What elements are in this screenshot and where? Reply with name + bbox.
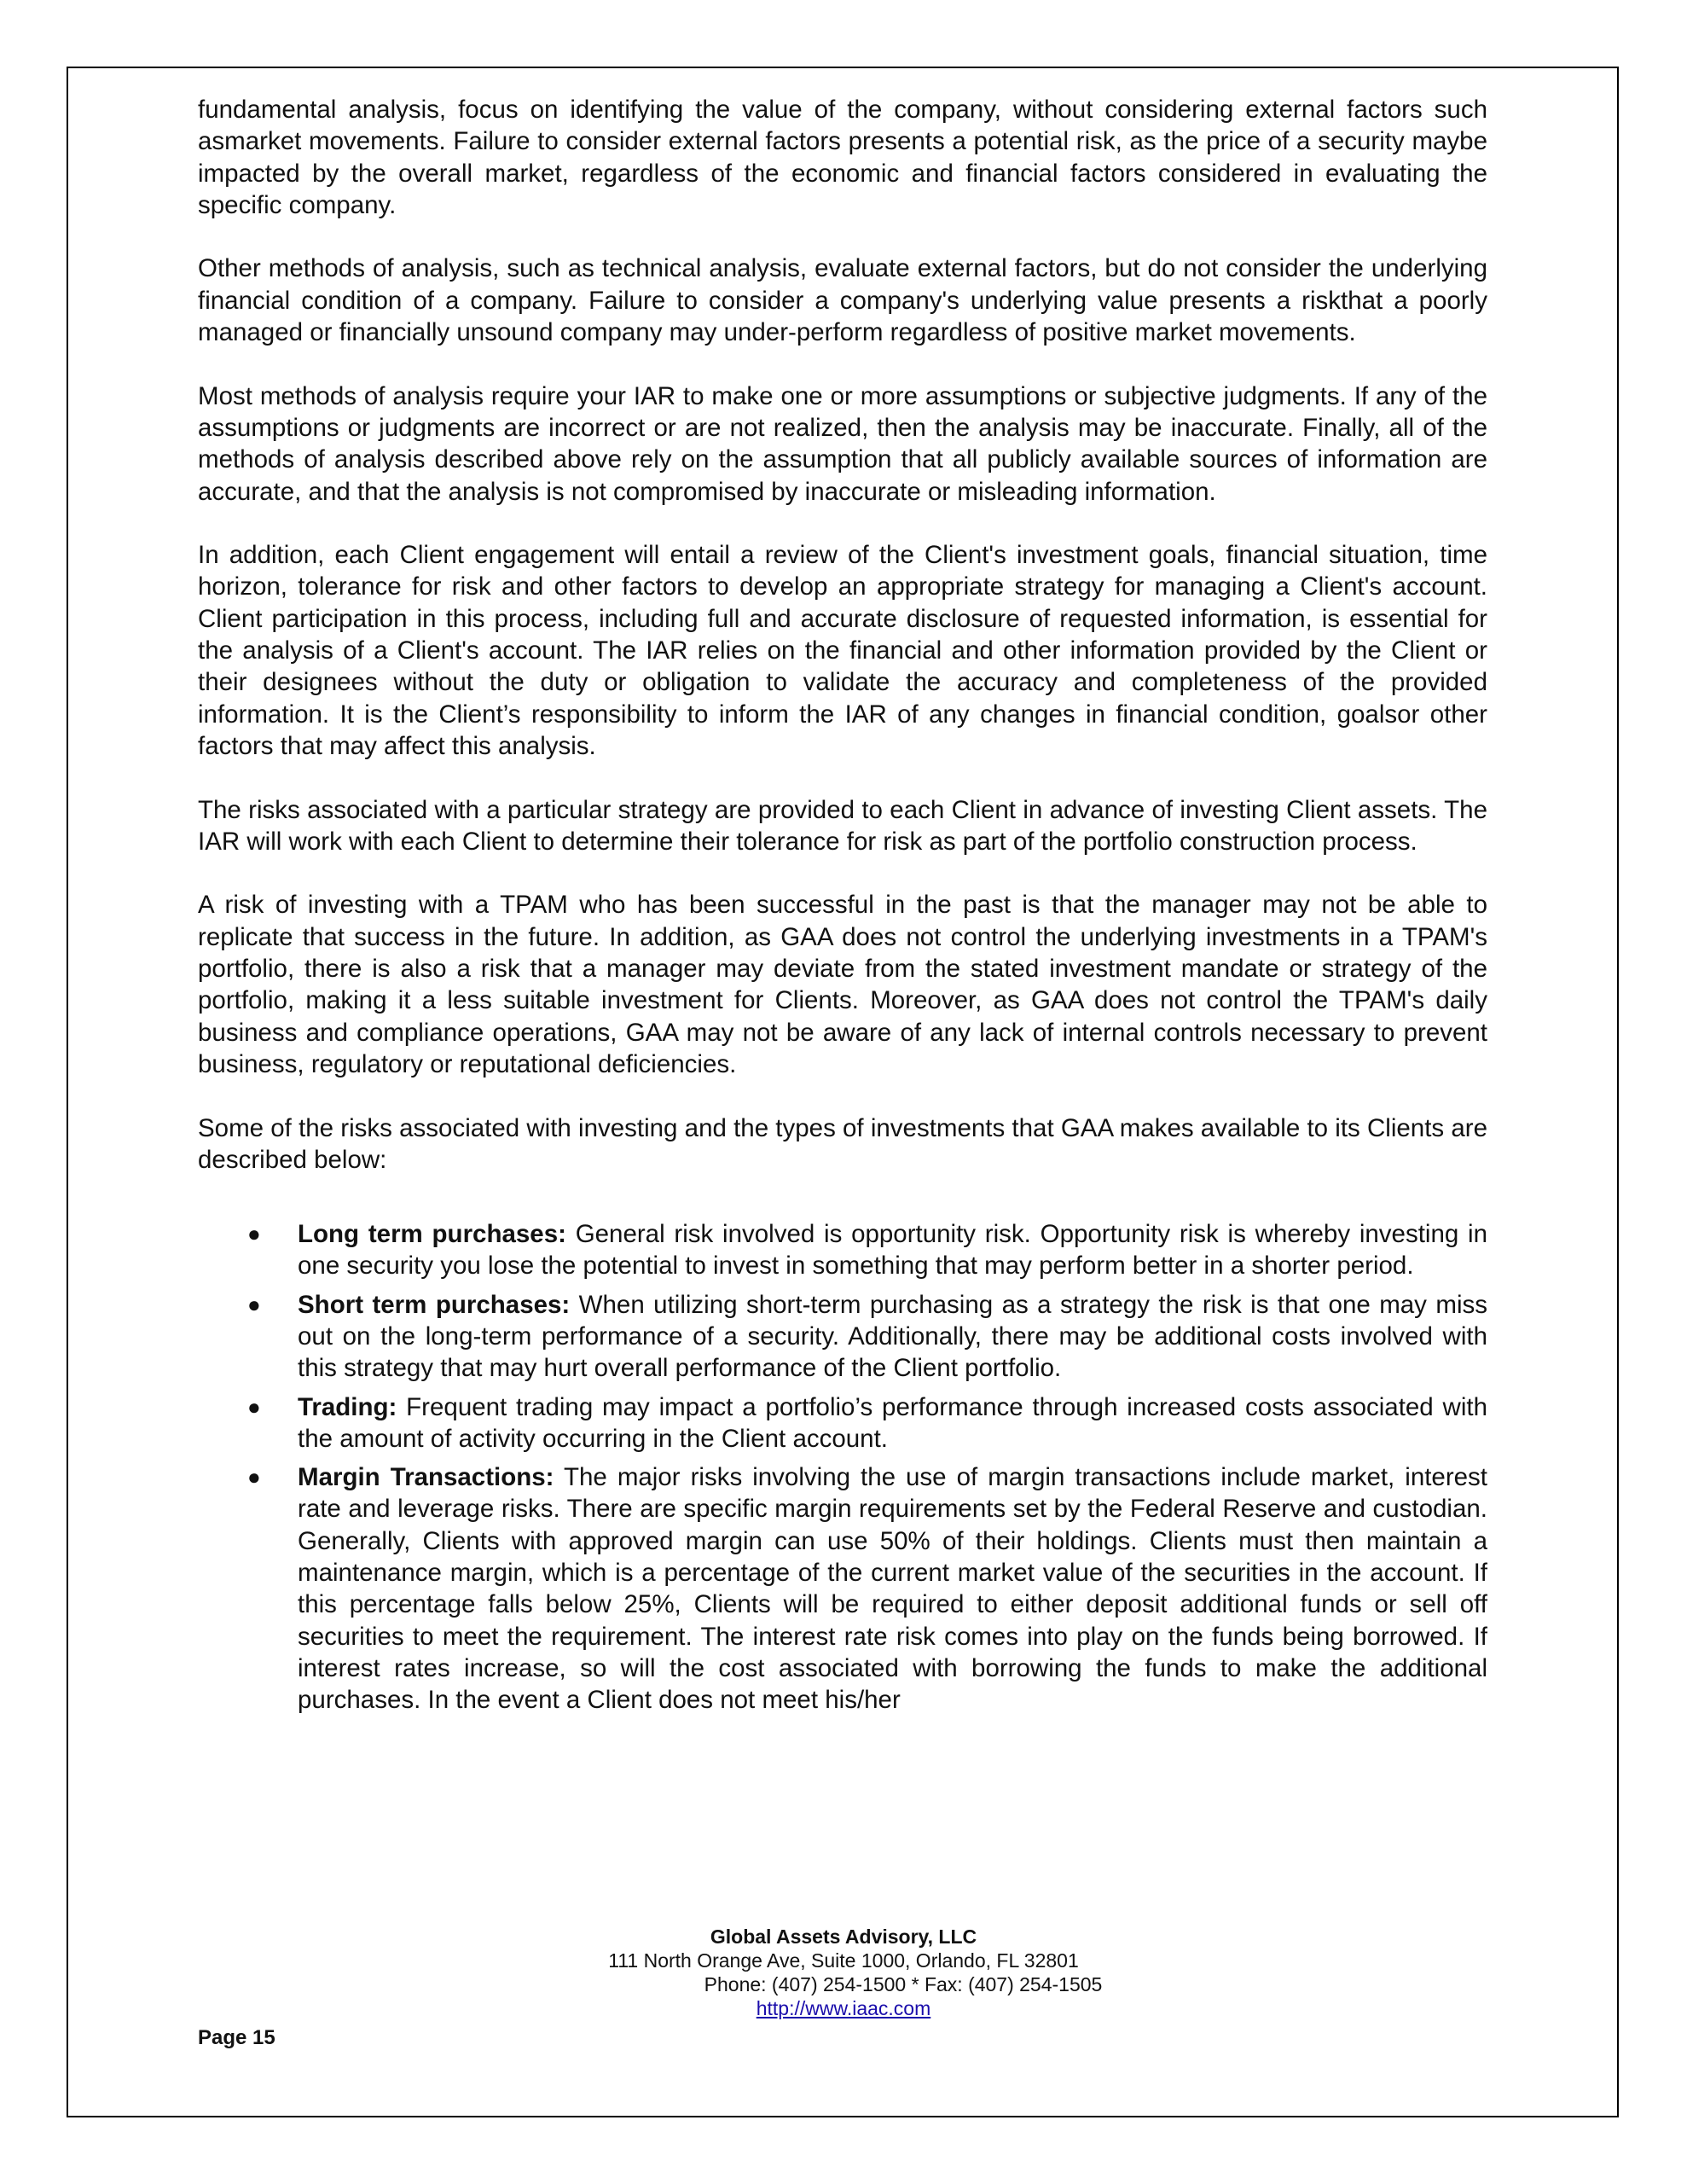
footer-phone: Phone: (407) 254-1500 * Fax: (407) 254-1505 [704, 1973, 1103, 1995]
list-item-title: Margin Transactions: [298, 1463, 554, 1492]
list-item [198, 1391, 1487, 1455]
footer-address: 111 North Orange Ave, Suite 1000, Orlando, FL 32801 [608, 1949, 1079, 1972]
list-item [198, 1289, 1487, 1385]
bullet-icon: ● [247, 1291, 261, 1317]
bullet-icon: ● [247, 1393, 261, 1420]
document-body [198, 94, 1487, 1723]
list-item-text: Frequent trading may impact a portfolio’s performance through increased costs associated with the amount of activity occurring in the Client account. [298, 1392, 1487, 1453]
paragraph: fundamental analysis, focus on identifying the value of the company, without considering external factors such asmarket movements. Failure to consider external factors presents a potential risk, as the price of a security maybe impacted by the overall market, regardless of the economic and financial factors considered in evaluating the specific company. [198, 96, 1487, 219]
list-item-title: Trading: [298, 1392, 397, 1421]
paragraph: The risks associated with a particular strategy are provided to each Client in advance of investing Client assets. The IAR will work with each Client to determine their tolerance for risk as part of the portfolio construction process. [198, 795, 1487, 856]
list-item [198, 1461, 1487, 1716]
risk-list [198, 1218, 1487, 1716]
bullet-icon: ● [247, 1221, 261, 1247]
paragraph: Most methods of analysis require your IAR to make one or more assumptions or subjective judgments. If any of the assumptions or judgments are incorrect or are not realized, then the analysis may be inaccurate. Finally, all of the methods of analysis described above rely on the assumption that all publicly available sources of information are accurate, and that the analysis is not compromised by inaccurate or misleading information. [198, 381, 1487, 506]
paragraph: Other methods of analysis, such as technical analysis, evaluate external factors, but do not consider the underlying financial condition of a company. Failure to consider a company's underlying value presents a riskthat a poorly managed or financially unsound company may under-perform regardless of positive market movements. [198, 254, 1487, 347]
list-item [198, 1218, 1487, 1282]
list-item-title: Short term purchases: [298, 1290, 571, 1319]
paragraph: Some of the risks associated with investing and the types of investments that GAA makes available to its Clients are described below: [198, 1113, 1487, 1174]
footer-website-link[interactable]: http://www.iaac.com [756, 1997, 931, 2019]
list-item-text: The major risks involving the use of margin transactions include market, interest rate and leverage risks. There are specific margin requirements set by the Federal Reserve and custodian. Generally, Clients with approved margin can use 50% of their holdings. Clients must then maintain a maintenance margin, which is a percentage of the current market value of the securities in the account. If this percentage falls below 25%, Clients will be required to either deposit additional funds or sell off securities to meet the requirement. The interest rate risk comes into play on the funds being borrowed. If interest rates increase, so will the cost associated with borrowing the funds to make the additional purchases. In the event a Client does not meet his/her [298, 1463, 1487, 1715]
list-item-text: When utilizing short-term purchasing as a strategy the risk is that one may miss out on the long-term performance of a security. Additionally, there may be additional costs involved with this strategy that may hurt overall performance of the Client portfolio. [298, 1290, 1487, 1383]
footer [0, 1925, 1687, 2020]
page-number: Page 15 [198, 2026, 275, 2049]
paragraph: A risk of investing with a TPAM who has been successful in the past is that the manager may not be able to replicate that success in the future. In addition, as GAA does not control the underlying investments in a TPAM's portfolio, there is also a risk that a manager may deviate from the stated investment mandate or strategy of the portfolio, making it a less suitable investment for Clients. Moreover, as GAA does not control the TPAM's daily business and compliance operations, GAA may not be aware of any lack of internal controls necessary to prevent business, regulatory or reputational deficiencies. [198, 891, 1487, 1078]
footer-company: Global Assets Advisory, LLC [710, 1926, 977, 1948]
list-item-title: Long term purchases: [298, 1220, 566, 1249]
bullet-icon: ● [247, 1464, 261, 1490]
paragraph: In addition, each Client engagement will entail a review of the Client's investment goals, financial situation, time horizon, tolerance for risk and other factors to develop an appropriate strategy for managing a Client's account. Client participation in this process, including full and accurate disclosure of requested information, is essential for the analysis of a Client's account. The IAR relies on the financial and other information provided by the Client or their designees without the duty or obligation to validate the accuracy and completeness of the provided information. It is the Client’s responsibility to inform the IAR of any changes in financial condition, goalsor other factors that may affect this analysis. [198, 541, 1487, 760]
list-item-text: General risk involved is opportunity risk. Opportunity risk is whereby investing in one security you lose the potential to invest in something that may perform better in a shorter period. [298, 1220, 1487, 1281]
